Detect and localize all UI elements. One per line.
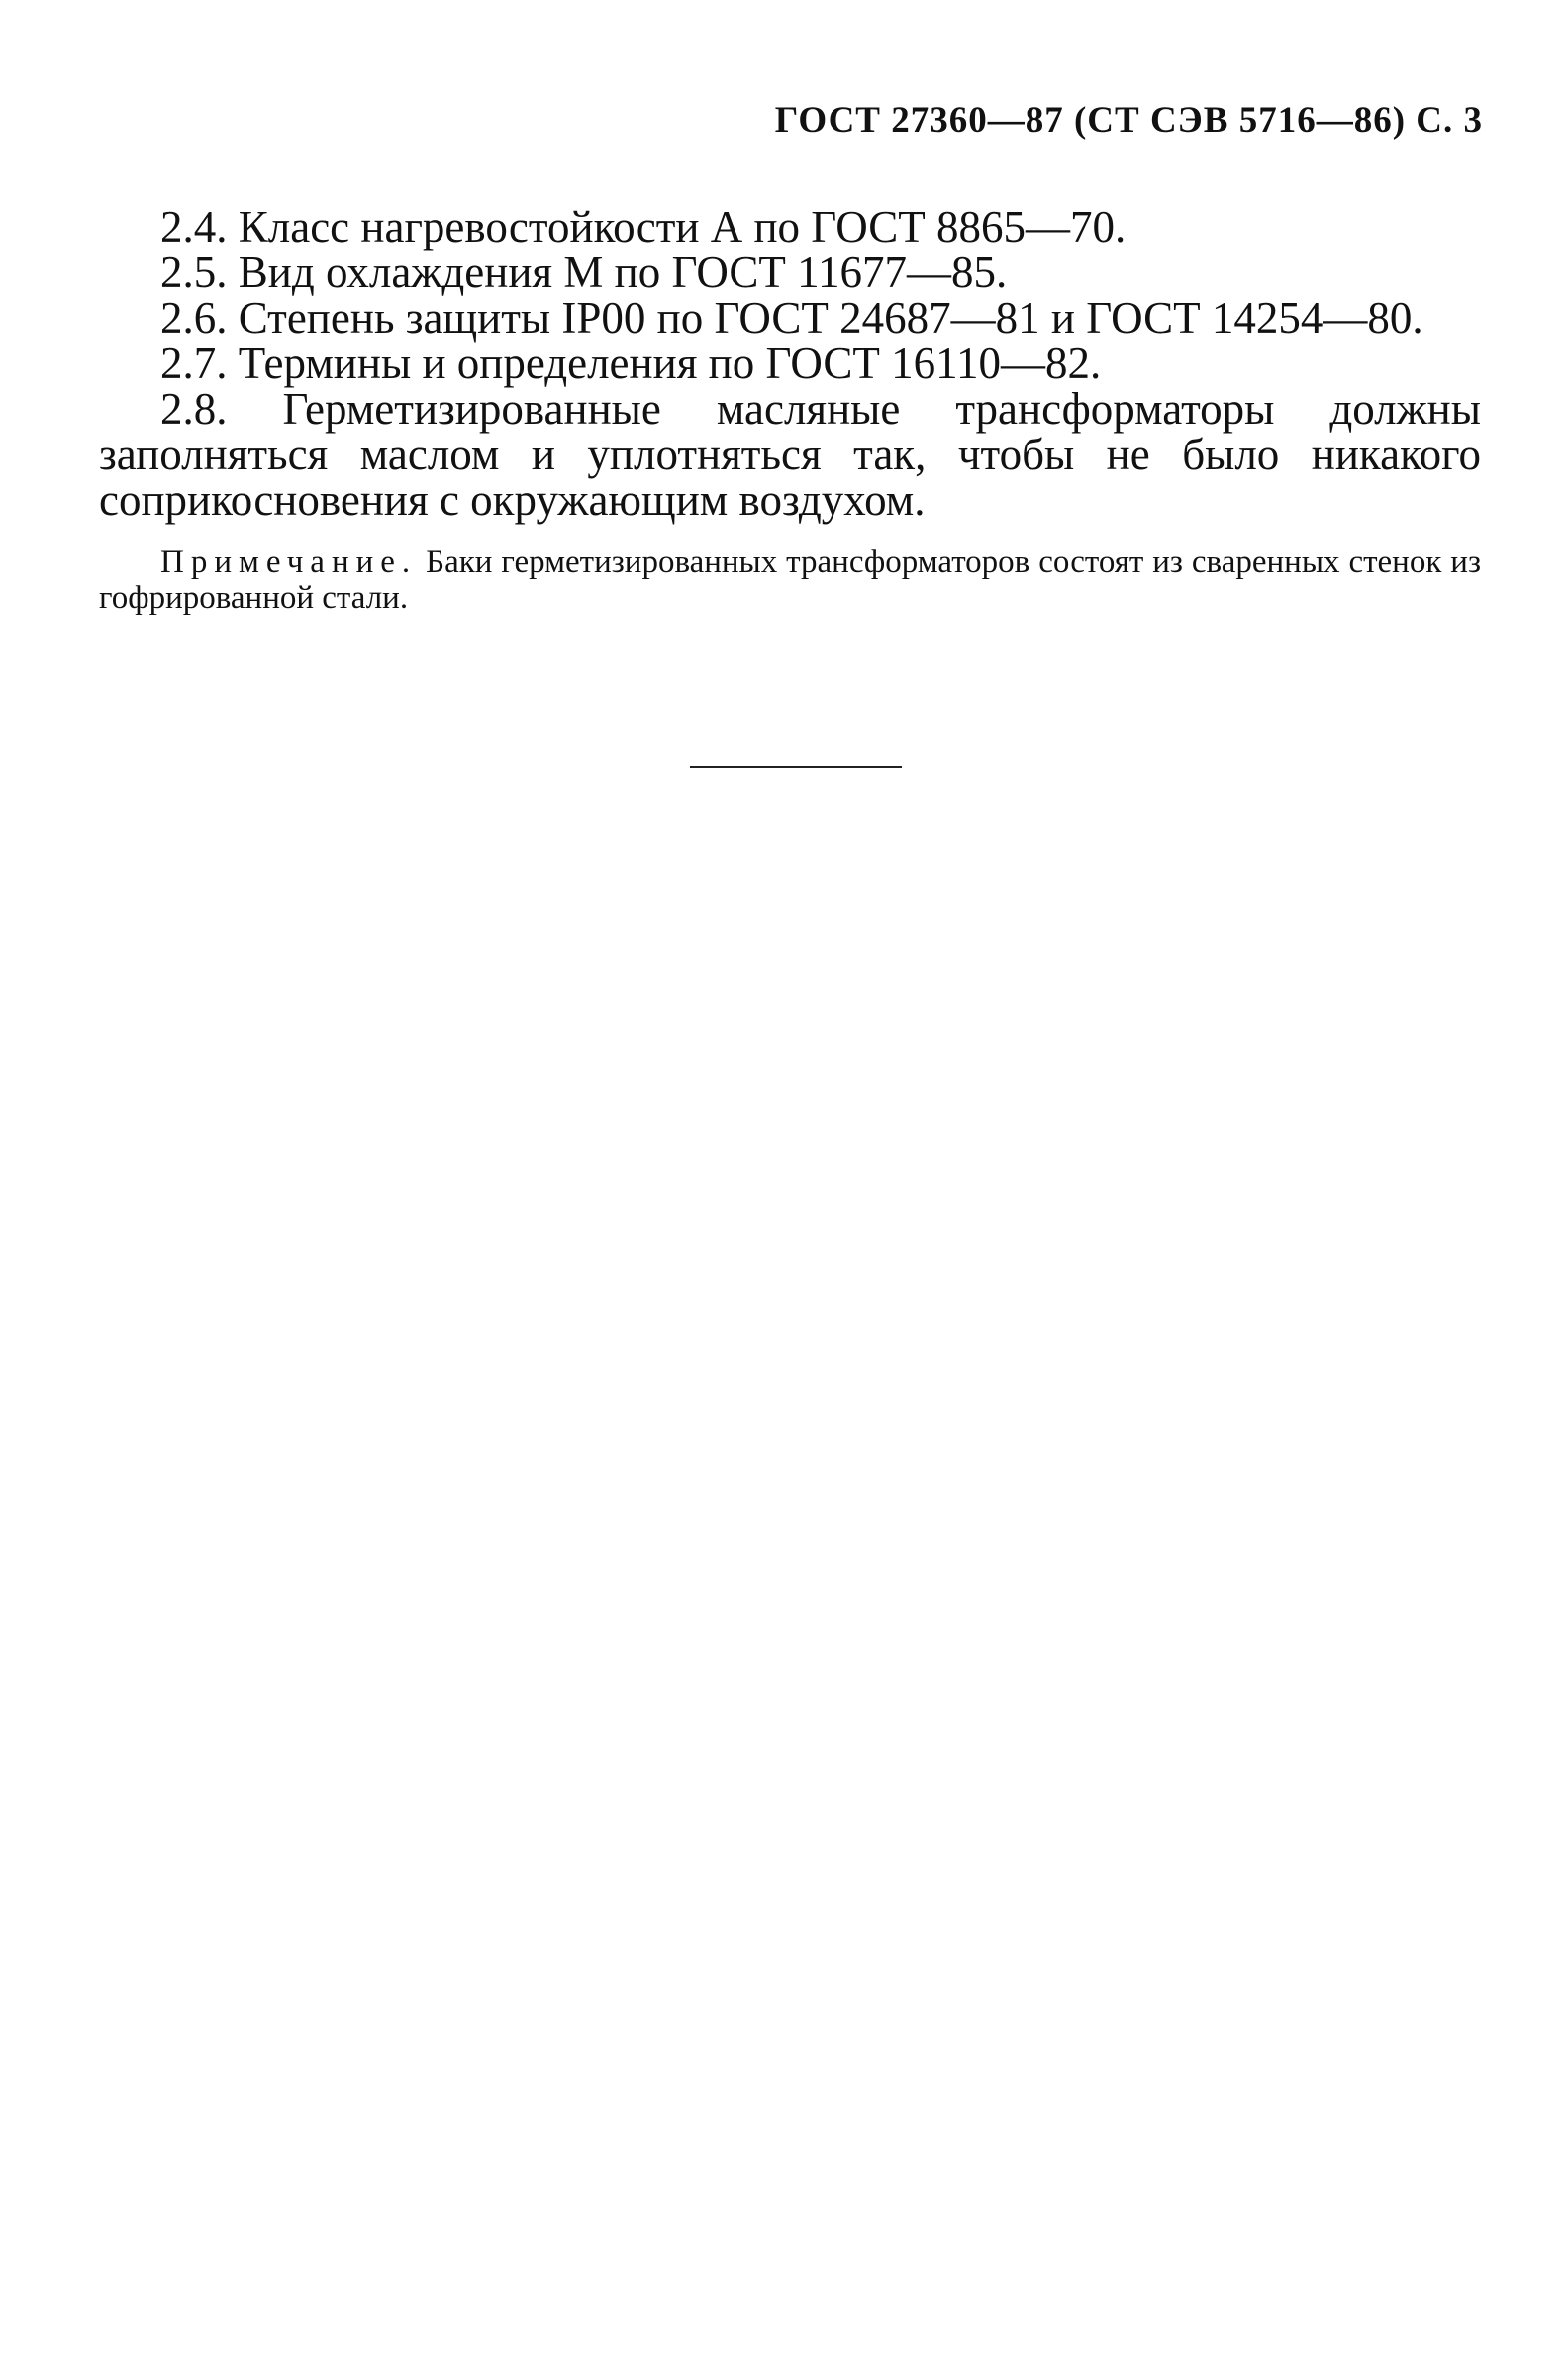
note-label: Примечание.: [160, 544, 418, 580]
clause-2-8: 2.8. Герметизированные масляные трансформаторы должны заполняться маслом и уплотняться так, чтобы не было никакого соприкосновения с окружающим воздухом.: [99, 384, 1481, 525]
section-end-divider: [690, 766, 902, 768]
note: [99, 544, 1481, 616]
document-body: [99, 204, 1481, 616]
clause-2-7: 2.7. Термины и определения по ГОСТ 16110—82.: [160, 339, 1102, 388]
clause-2-5: 2.5. Вид охлаждения М по ГОСТ 11677—85.: [160, 247, 1008, 297]
note-text: Баки герметизированных трансформаторов состоят из сваренных стенок из гофрированной стали.: [99, 544, 1482, 616]
clause-2-6: 2.6. Степень защиты IP00 по ГОСТ 24687—81 и ГОСТ 14254—80.: [160, 293, 1423, 343]
clause-2-4: 2.4. Класс нагревостойкости А по ГОСТ 8865—70.: [160, 202, 1127, 251]
running-header: ГОСТ 27360—87 (СТ СЭВ 5716—86) С. 3: [774, 100, 1483, 141]
